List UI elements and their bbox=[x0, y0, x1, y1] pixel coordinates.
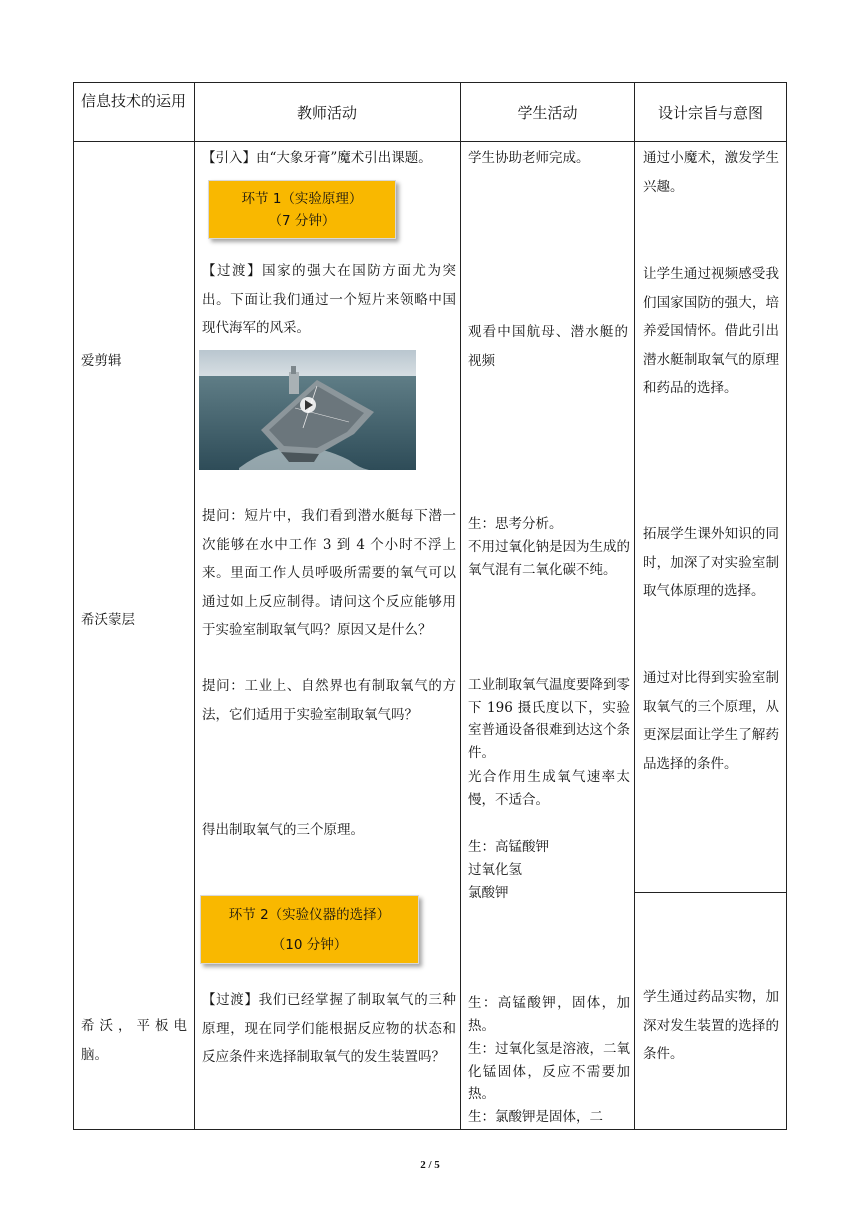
page-number: 2 / 5 bbox=[420, 1159, 440, 1171]
aircraft-carrier-image bbox=[199, 350, 416, 470]
tech-aijianji: 爱剪辑 bbox=[81, 353, 122, 369]
header-student-activity: 学生活动 bbox=[517, 104, 578, 122]
student-think: 生：思考分析。 bbox=[468, 516, 563, 532]
student-kclo3-solid: 生：氯酸钾是固体，二 bbox=[468, 1109, 603, 1125]
aircraft-carrier-video-thumbnail[interactable] bbox=[199, 350, 416, 470]
column-divider-1 bbox=[194, 82, 195, 1130]
section-2-label bbox=[200, 895, 419, 964]
header-teacher-activity: 教师活动 bbox=[296, 104, 357, 122]
student-h2o2-solution: 生：过氧化氢是溶液，二氧化锰固体，反应不需要加热。 bbox=[468, 1041, 630, 1102]
student-kmno4: 生：高锰酸钾 bbox=[468, 839, 549, 855]
student-industrial-oxygen: 工业制取氧气温度要降到零下 196 摄氏度以下，实验室普通设备很难到达这个条件。 bbox=[468, 677, 630, 761]
design-intent-video: 让学生通过视频感受我们国家国防的强大，培养爱国情怀。借此引出潜水艇制取氧气的原理和药品的选择。 bbox=[643, 266, 779, 396]
student-watch-video: 观看中国航母、潜水艇的视频 bbox=[468, 324, 628, 369]
teacher-question-2: 提问：工业上、自然界也有制取氧气的方法，它们适用于实验室制取氧气吗？ bbox=[202, 678, 456, 723]
design-intent-extend: 拓展学生课外知识的同时，加深了对实验室制取气体原理的选择。 bbox=[643, 526, 779, 599]
tech-seewo-tablet: 希沃，平板电脑。 bbox=[81, 1018, 187, 1063]
student-h2o2: 过氧化氢 bbox=[468, 862, 522, 878]
student-kmno4-solid: 生：高锰酸钾，固体，加热。 bbox=[468, 995, 630, 1034]
header-tech-usage: 信息技术的运用 bbox=[80, 92, 186, 110]
column-divider-3 bbox=[634, 82, 635, 1130]
design-cell-divider bbox=[634, 892, 787, 893]
design-intent-principles: 通过对比得到实验室制取氧气的三个原理，从更深层面让学生了解药品选择的条件。 bbox=[643, 670, 779, 772]
section-1-time: （7 分钟） bbox=[268, 212, 336, 229]
table-border-top bbox=[73, 82, 787, 83]
section-1-title: 环节 1（实验原理） bbox=[241, 190, 363, 207]
teacher-question-1: 提问：短片中，我们看到潜水艇每下潜一次能够在水中工作 3 到 4 个小时不浮上来。里面工作人员呼吸所需要的氧气可以通过如上反应制得。请问这个反应能够用于实验室制取氧气吗？原因又是什么？ bbox=[202, 508, 456, 638]
header-design-intent: 设计宗旨与意图 bbox=[657, 104, 763, 122]
student-kclo3: 氯酸钾 bbox=[468, 885, 509, 901]
table-border-right bbox=[786, 82, 787, 1130]
header-divider bbox=[73, 141, 787, 142]
student-assist: 学生协助老师完成。 bbox=[468, 150, 590, 166]
teacher-transition-1: 【过渡】国家的强大在国防方面尤为突出。下面让我们通过一个短片来领略中国现代海军的风采。 bbox=[202, 263, 456, 336]
section-2-title: 环节 2（实验仪器的选择） bbox=[228, 906, 391, 923]
student-sodium-peroxide: 不用过氧化钠是因为生成的氧气混有二氧化碳不纯。 bbox=[468, 539, 630, 578]
teacher-conclusion: 得出制取氧气的三个原理。 bbox=[202, 822, 364, 838]
tech-seewo-mask: 希沃蒙层 bbox=[81, 612, 135, 628]
teacher-intro: 【引入】由“大象牙膏”魔术引出课题。 bbox=[202, 150, 432, 166]
table-border-bottom bbox=[73, 1129, 787, 1130]
teacher-transition-2: 【过渡】我们已经掌握了制取氧气的三种原理，现在同学们能根据反应物的状态和反应条件来选择制取氧气的发生装置吗？ bbox=[202, 992, 456, 1065]
section-1-label bbox=[208, 180, 396, 239]
design-intent-magic: 通过小魔术，激发学生兴趣。 bbox=[643, 150, 779, 195]
student-photosynthesis: 光合作用生成氧气速率太慢，不适合。 bbox=[468, 769, 630, 808]
section-2-time: （10 分钟） bbox=[271, 936, 348, 953]
column-divider-2 bbox=[460, 82, 461, 1130]
table-border-left bbox=[73, 82, 74, 1130]
design-intent-apparatus: 学生通过药品实物，加深对发生装置的选择的条件。 bbox=[643, 989, 779, 1062]
